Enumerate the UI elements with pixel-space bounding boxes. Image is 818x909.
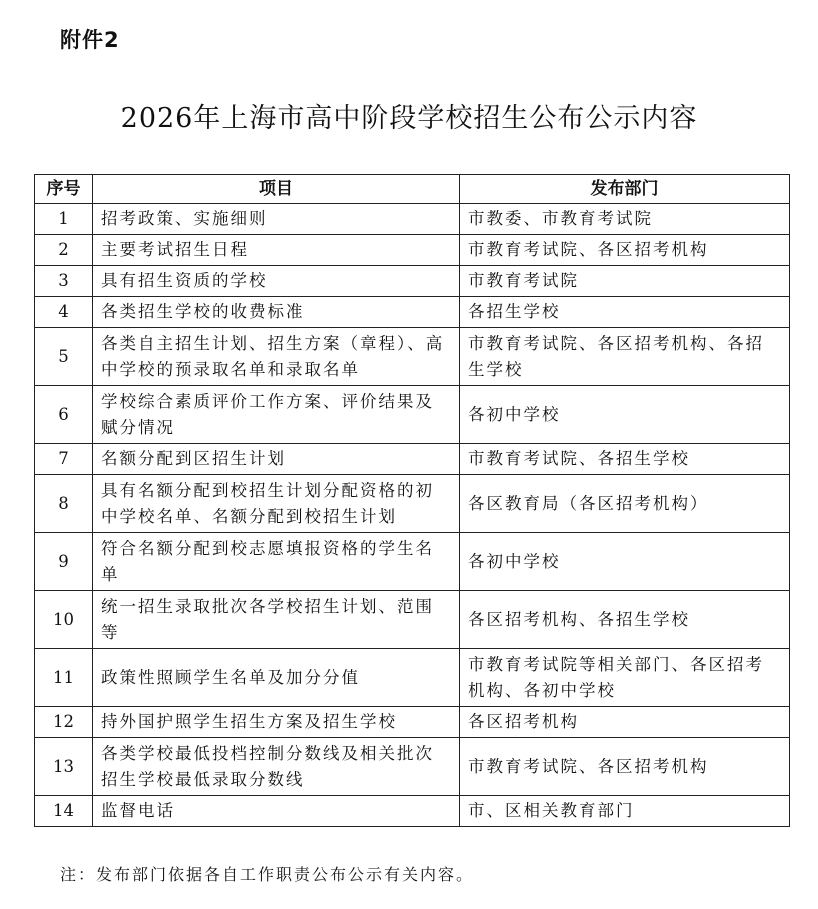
table-row [35,707,790,738]
header-item: 项目 [93,175,460,204]
row-item: 政策性照顾学生名单及加分分值 [93,649,460,707]
table-row [35,386,790,444]
page-title: 2026年上海市高中阶段学校招生公布公示内容 [120,103,698,134]
row-department: 各区招考机构 [460,707,790,738]
row-number: 10 [35,591,93,649]
table-row [35,297,790,328]
row-department: 市教育考试院等相关部门、各区招考机构、各初中学校 [460,649,790,707]
table-row [35,328,790,386]
row-item: 学校综合素质评价工作方案、评价结果及赋分情况 [93,386,460,444]
table-header-row [35,175,790,204]
table-row [35,738,790,796]
row-number: 12 [35,707,93,738]
table-row [35,235,790,266]
row-department: 各区教育局（各区招考机构） [460,475,790,533]
row-department: 各初中学校 [460,533,790,591]
row-item: 持外国护照学生招生方案及招生学校 [93,707,460,738]
row-department: 市、区相关教育部门 [460,796,790,827]
row-item: 统一招生录取批次各学校招生计划、范围等 [93,591,460,649]
row-number: 9 [35,533,93,591]
row-number: 3 [35,266,93,297]
row-number: 2 [35,235,93,266]
row-number: 4 [35,297,93,328]
row-number: 8 [35,475,93,533]
table-row [35,591,790,649]
row-number: 14 [35,796,93,827]
table-row [35,204,790,235]
table-row [35,475,790,533]
row-department: 各初中学校 [460,386,790,444]
row-department: 市教委、市教育考试院 [460,204,790,235]
row-item: 各类招生学校的收费标准 [93,297,460,328]
table-row [35,444,790,475]
row-department: 市教育考试院、各区招考机构、各招生学校 [460,328,790,386]
row-number: 13 [35,738,93,796]
row-department: 市教育考试院、各招生学校 [460,444,790,475]
row-department: 各招生学校 [460,297,790,328]
publication-table [34,174,790,827]
row-item: 具有名额分配到校招生计划分配资格的初中学校名单、名额分配到校招生计划 [93,475,460,533]
attachment-label: 附件2 [60,28,120,52]
table-row [35,266,790,297]
row-department: 市教育考试院、各区招考机构 [460,738,790,796]
row-item: 名额分配到区招生计划 [93,444,460,475]
row-item: 招考政策、实施细则 [93,204,460,235]
table-row [35,796,790,827]
table-body [35,204,790,827]
row-number: 5 [35,328,93,386]
row-number: 7 [35,444,93,475]
row-department: 各区招考机构、各招生学校 [460,591,790,649]
row-item: 各类自主招生计划、招生方案（章程）、高中学校的预录取名单和录取名单 [93,328,460,386]
footnote: 注：发布部门依据各自工作职责公布公示有关内容。 [60,865,475,884]
table-row [35,533,790,591]
row-item: 各类学校最低投档控制分数线及相关批次招生学校最低录取分数线 [93,738,460,796]
row-department: 市教育考试院、各区招考机构 [460,235,790,266]
row-item: 符合名额分配到校志愿填报资格的学生名单 [93,533,460,591]
row-item: 具有招生资质的学校 [93,266,460,297]
row-number: 1 [35,204,93,235]
row-department: 市教育考试院 [460,266,790,297]
row-item: 主要考试招生日程 [93,235,460,266]
table-row [35,649,790,707]
row-number: 6 [35,386,93,444]
header-department: 发布部门 [460,175,790,204]
header-number: 序号 [35,175,93,204]
row-number: 11 [35,649,93,707]
row-item: 监督电话 [93,796,460,827]
